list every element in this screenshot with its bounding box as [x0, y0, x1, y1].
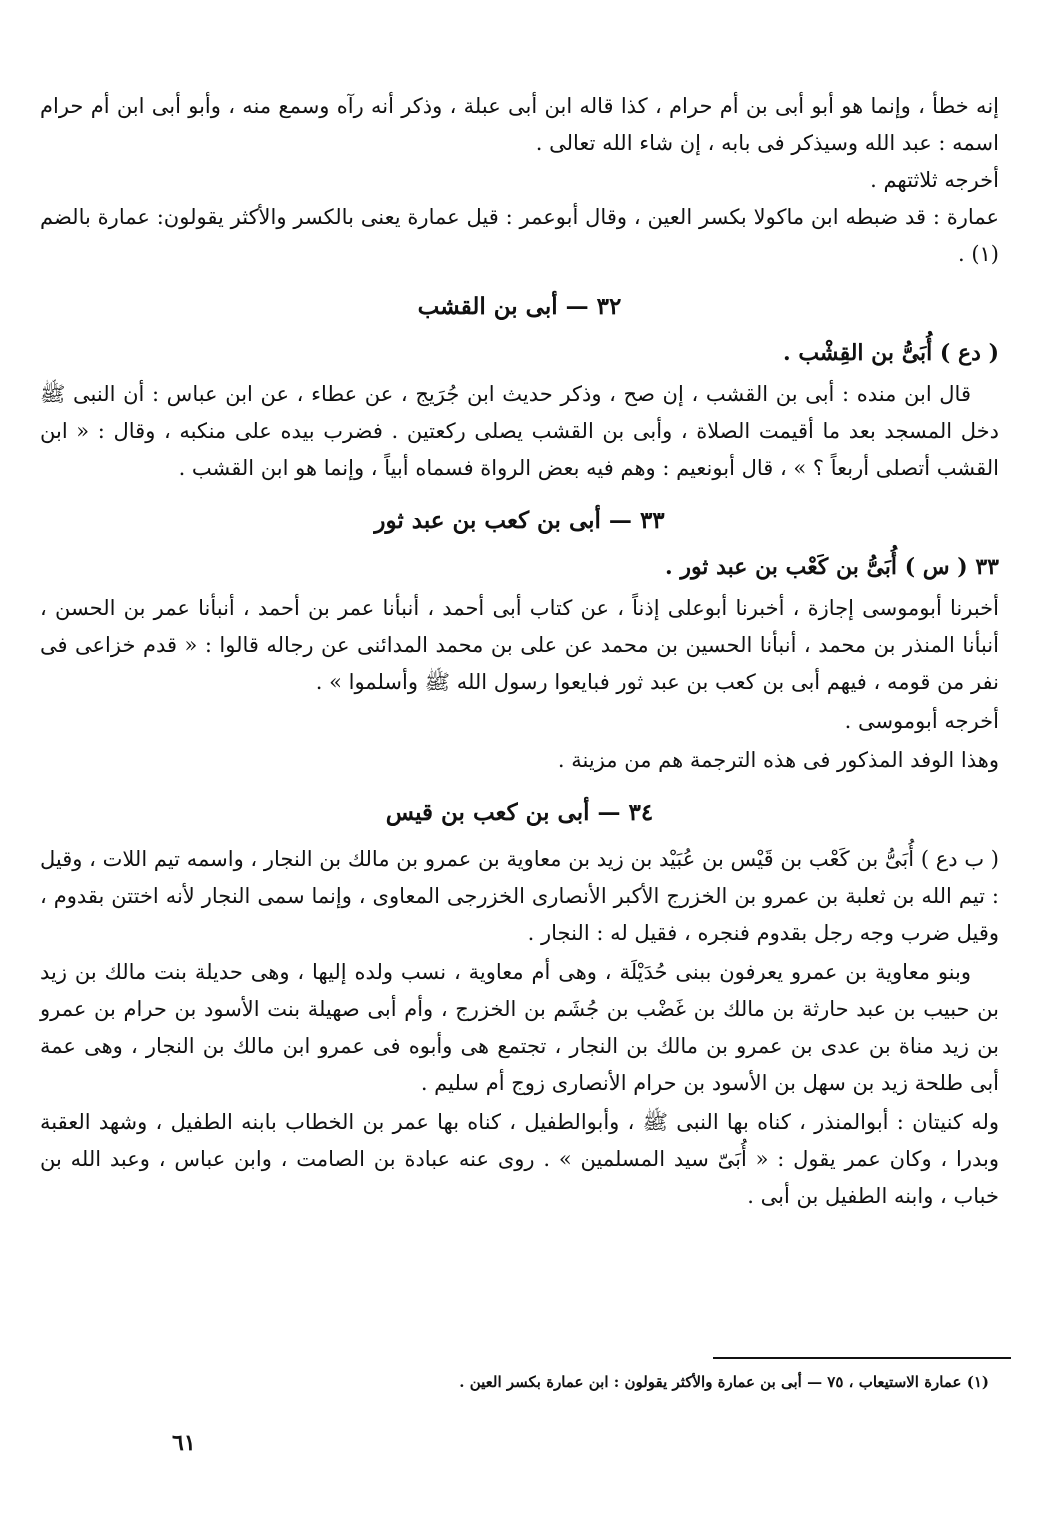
intro-paragraph-1: إنه خطأ ، وإنما هو أبو أبى بن أم حرام ، كذا قاله ابن أبى عبلة ، وذكر أنه رآه وسمع منه ، وأبو أبى ابن أم حرام اسمه : عبد الله وسيذكر فى بابه ، إن شاء الله تعالى . [40, 94, 999, 155]
entry-34-heading: ٣٤ — أبى بن كعب بن قيس [385, 799, 654, 826]
entry-33-title: ٣٣ ( س ) أُبَىُّ بن كَعْب بن عبد ثور . [665, 554, 999, 580]
intro-paragraph-3: عمارة : قد ضبطه ابن ماكولا بكسر العين ، وقال أبوعمر : قيل عمارة يعنى بالكسر والأكثر يقولون: عمارة بالضم (١) . [40, 205, 999, 266]
entry-32-heading: ٣٢ — أبى بن القشب [417, 293, 622, 320]
footnote-divider [713, 1357, 1011, 1359]
page-number: ٦١ [172, 1430, 196, 1456]
entry-34-text-3: وله كنيتان : أبوالمنذر ، كناه بها النبى ﷺ ، وأبوالطفيل ، كناه بها عمر بن الخطاب بابنه الطفيل ، وشهد العقبة وبدرا ، وكان عمر يقول : « أُبَىّ سيد المسلمين » . روى عنه عبادة بن الصامت ، وابن عباس ، وعبد الله بن خباب ، وابنه الطفيل بن أبى . [40, 1110, 999, 1208]
page-body [40, 88, 999, 1217]
entry-33-text-3: وهذا الوفد المذكور فى هذه الترجمة هم من مزينة . [557, 748, 999, 772]
entry-34-text-2: وبنو معاوية بن عمرو يعرفون ببنى حُدَيْلَة ، وهى أم معاوية ، نسب ولده إليها ، وهى حديلة بنت مالك بن زيد بن حبيب بن عبد حارثة بن مالك بن غَضْب بن جُشَم بن الخزرج ، وأم أبى صهيلة بنت الأسود بن حرام بن عمرو بن زيد مناة بن عدى بن عمرو بن مالك بن النجار ، تجتمع هى وأبوه فى عمرو ابن مالك بن النجار ، وهى عمة أبى طلحة زيد بن سهل بن الأسود بن حرام الأنصارى زوج أم سليم . [40, 960, 999, 1095]
entry-33-text-1: أخبرنا أبوموسى إجازة ، أخبرنا أبوعلى إذناً ، عن كتاب أبى أحمد ، أنبأنا عمر بن أحمد ، أنبأنا عمر بن الحسن ، أنبأنا المنذر بن محمد ، أنبأنا الحسين بن محمد عن على بن محمد المدائنى عن رجاله قالوا : « قدم خزاعى فى نفر من قومه ، فيهم أبى بن كعب بن عبد ثور فبايعوا رسول الله ﷺ وأسلموا » . [40, 596, 999, 694]
intro-paragraph-2: أخرجه ثلاثتهم . [870, 168, 999, 192]
intro-section [40, 88, 999, 273]
entry-32-title: ( دع ) أُبَىُّ بن القِشْب . [783, 340, 999, 366]
entry-32-text: قال ابن منده : أبى بن القشب ، إن صح ، وذكر حديث ابن جُرَيج ، عن عطاء ، عن ابن عباس : أن النبى ﷺ دخل المسجد بعد ما أقيمت الصلاة ، وأبى بن القشب يصلى ركعتين . فضرب بيده على منكبه ، وقال : « ابن القشب أتصلى أربعاً ؟ » ، قال أبونعيم : وهم فيه بعض الرواة فسماه أبياً ، وإنما هو ابن القشب . [40, 382, 999, 480]
entry-33-heading: ٣٣ — أبى بن كعب بن عبد ثور [374, 507, 665, 534]
entry-33-text-2: أخرجه أبوموسى . [844, 709, 999, 733]
entry-34-text-1: ( ب دع ) أُبَىُّ بن كَعْب بن قَيْس بن عُبَيْد بن زيد بن معاوية بن عمرو بن مالك بن النجار ، واسمه تيم اللات ، وقيل : تيم الله بن ثعلبة بن عمرو بن الخزرج الأكبر الأنصارى الخزرجى المعاوى ، وإنما سمى النجار لأنه اختتن بقدوم ، وقيل ضرب وجه رجل بقدوم فنجره ، فقيل له : النجار . [40, 847, 999, 945]
footnote: (١) عمارة الاستيعاب ، ٧٥ — أبى بن عمارة والأكثر يقولون : ابن عمارة بكسر العين . [459, 1373, 989, 1391]
